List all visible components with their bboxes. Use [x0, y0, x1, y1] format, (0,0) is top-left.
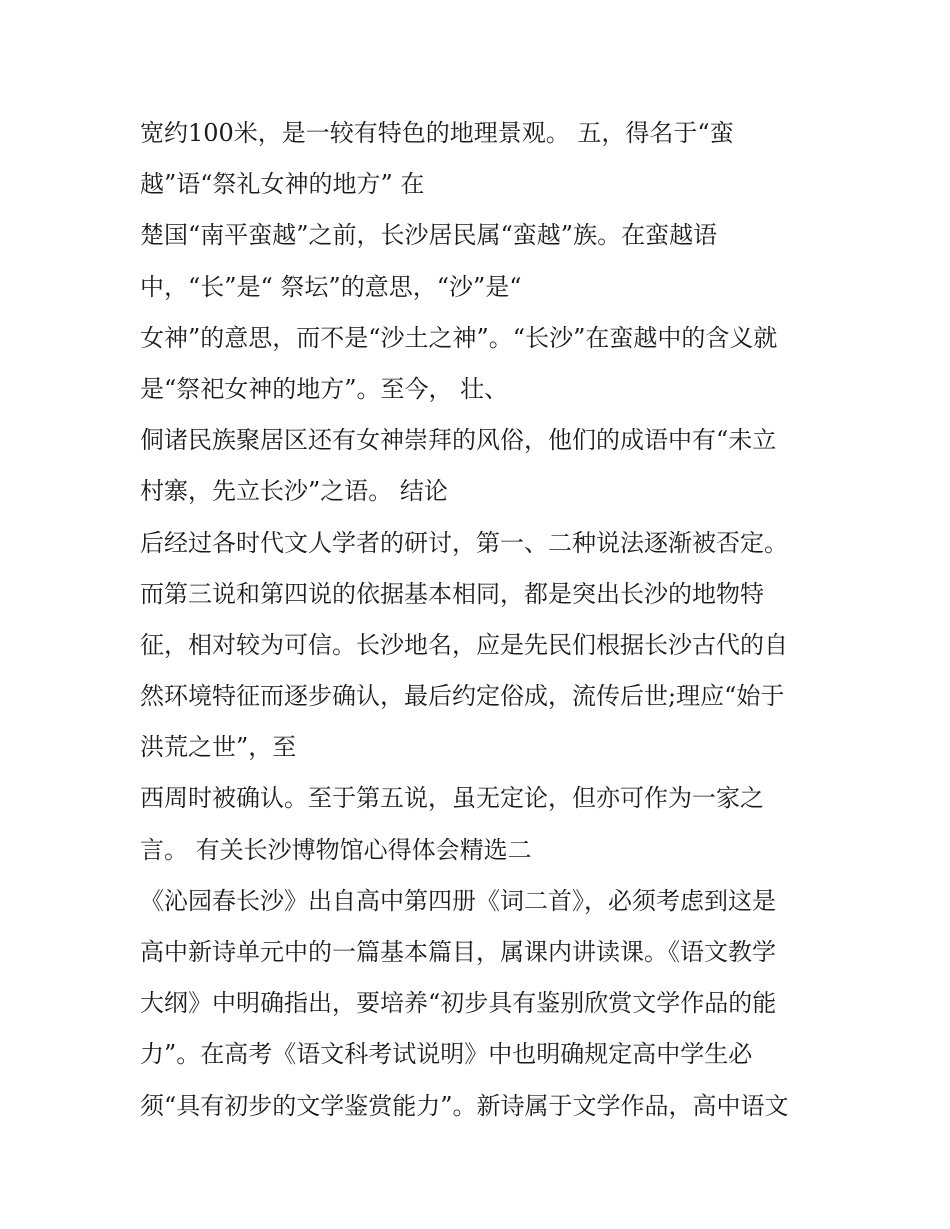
text-line: 女神”的意思，而不是“沙土之神”。“长沙”在蛮越中的含义就 — [140, 323, 778, 352]
text-line: 然环境特征而逐步确认，最后约定俗成，流传后世;理应“始于 — [140, 682, 785, 711]
text-line: 楚国“南平蛮越”之前，长沙居民属“蛮越”族。在蛮越语 — [140, 221, 718, 250]
text-line: 中，“长”是“ 祭坛”的意思，“沙”是“ — [140, 272, 522, 301]
text-line: 西周时被确认。至于第五说，虽无定论，但亦可作为一家之 — [140, 784, 764, 813]
text-line: 越”语“祭礼女神的地方” 在 — [140, 170, 425, 199]
text-line: 高中新诗单元中的一篇基本篇目，属课内讲读课。《语文教学 — [140, 938, 776, 966]
text-line: 后经过各时代文人学者的研讨，第一、二种说法逐渐被否定。 — [140, 528, 788, 557]
text-line: 言。 有关长沙博物馆心得体会精选二 — [140, 835, 532, 864]
text-line: 是“祭祀女神的地方”。至今， 壮、 — [140, 374, 509, 403]
body-text — [140, 108, 820, 1132]
text-line: 力”。在高考《语文科考试说明》中也明确规定高中学生必 — [140, 1040, 753, 1069]
text-line: 洪荒之世”，至 — [140, 733, 297, 762]
text-line: 大纲》中明确指出，要培养“初步具有鉴别欣赏文学作品的能 — [140, 989, 777, 1018]
text-line: 侗诸民族聚居区还有女神崇拜的风俗，他们的成语中有“未立 — [140, 426, 777, 455]
text-line: 征，相对较为可信。长沙地名，应是先民们根据长沙古代的自 — [140, 630, 788, 659]
text-line: 村寨，先立长沙”之语。 结论 — [140, 477, 448, 506]
text-line: 《沁园春长沙》出自高中第四册《词二首》，必须考虑到这是 — [140, 886, 776, 915]
text-line: 须“具有初步的文学鉴赏能力”。新诗属于文学作品，高中语文 — [140, 1091, 789, 1120]
text-line: 宽约100米，是一较有特色的地理景观。 五，得名于“蛮 — [140, 119, 734, 147]
text-line: 而第三说和第四说的依据基本相同，都是突出长沙的地物特 — [140, 579, 764, 608]
